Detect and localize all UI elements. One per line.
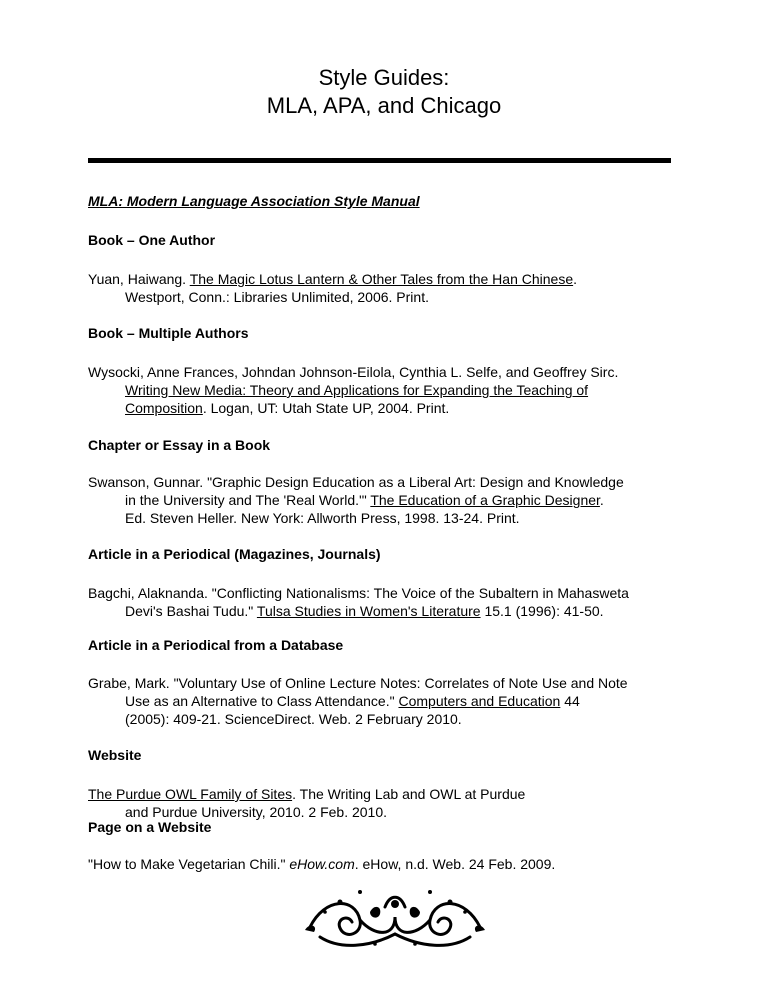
page-title-line2: MLA, APA, and Chicago (266, 93, 502, 118)
entry-heading: Website (88, 747, 142, 763)
citation: Swanson, Gunnar. "Graphic Design Education as a Liberal Art: Design and Knowledge in the University and The 'Real World.'" The Education of a Graphic Designer. Ed. Steven Heller. New York: Allworth Press, 1998. 13-24. Print. (88, 474, 624, 526)
citation-title: Composition (125, 400, 203, 416)
entry-heading: Page on a Website (88, 819, 212, 835)
flourish-ornament-icon (300, 882, 490, 952)
title-divider (88, 158, 671, 163)
entry-heading: Book – Multiple Authors (88, 325, 249, 341)
citation: Yuan, Haiwang. The Magic Lotus Lantern & Other Tales from the Han Chinese. Westport, Conn.: Libraries Unlimited, 2006. Print. (88, 271, 577, 305)
citation-title: The Purdue OWL Family of Sites (88, 786, 293, 802)
citation-title: The Magic Lotus Lantern & Other Tales from the Han Chinese (189, 271, 574, 287)
citation: Grabe, Mark. "Voluntary Use of Online Lecture Notes: Correlates of Note Use and Note Use as an Alternative to Class Attendance." Computers and Education 44 (2005): 409-21. ScienceDirect. Web. 2 February 2010. (88, 675, 628, 727)
entry-heading: Article in a Periodical (Magazines, Journals) (88, 546, 381, 562)
entry-heading: Chapter or Essay in a Book (88, 437, 271, 453)
citation-title: The Education of a Graphic Designer (370, 492, 600, 508)
citation: "How to Make Vegetarian Chili." eHow.com. eHow, n.d. Web. 24 Feb. 2009. (88, 856, 556, 872)
citation-title: Tulsa Studies in Women's Literature (256, 603, 481, 619)
page-title-line1: Style Guides: (318, 65, 450, 90)
citation: Bagchi, Alaknanda. "Conflicting Nationalisms: The Voice of the Subaltern in Mahasweta Devi's Bashai Tudu." Tulsa Studies in Women's Literature 15.1 (1996): 41-50. (88, 585, 629, 619)
entry-heading: Book – One Author (88, 232, 216, 248)
entry-heading: Article in a Periodical from a Database (88, 637, 344, 653)
citation: The Purdue OWL Family of Sites. The Writing Lab and OWL at Purdue and Purdue University, 2010. 2 Feb. 2010. (88, 786, 526, 820)
citation-title: Writing New Media: Theory and Applications for Expanding the Teaching of (125, 382, 589, 398)
citation: Wysocki, Anne Frances, Johndan Johnson-Eilola, Cynthia L. Selfe, and Geoffrey Sirc. Writing New Media: Theory and Applications for Expanding the Teaching of Composition. Logan, UT: Utah State UP, 2004. Print. (88, 364, 619, 416)
section-heading: MLA: Modern Language Association Style Manual (88, 193, 420, 209)
citation-site: eHow.com (289, 856, 355, 872)
citation-title: Computers and Education (398, 693, 561, 709)
